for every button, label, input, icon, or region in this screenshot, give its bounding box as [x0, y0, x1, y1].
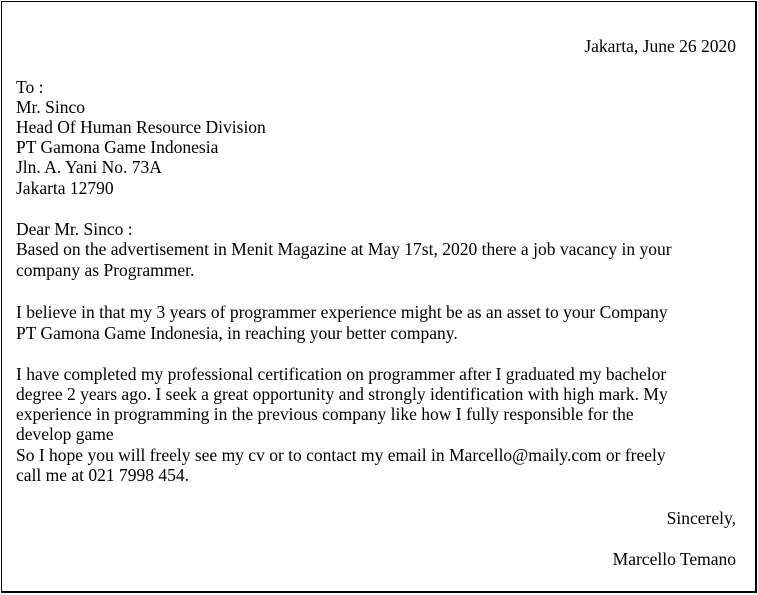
paragraph3-line: develop game	[16, 424, 114, 444]
paragraph2-line: I believe in that my 3 years of programmer experience might be as an asset to your Company	[16, 302, 668, 322]
recipient-city: Jakarta 12790	[16, 178, 114, 198]
paragraph3-line: call me at 021 7998 454.	[16, 465, 190, 485]
paragraph3-line: degree 2 years ago. I seek a great opportunity and strongly identification with high mark. My	[16, 384, 668, 404]
signature-name: Marcello Temano	[612, 549, 736, 569]
recipient-name: Mr. Sinco	[16, 97, 86, 117]
recipient-title: Head Of Human Resource Division	[16, 117, 266, 137]
paragraph1-line: Based on the advertisement in Menit Magazine at May 17st, 2020 there a job vacancy in your	[16, 239, 672, 259]
recipient-to-label: To :	[16, 77, 44, 97]
closing: Sincerely,	[666, 508, 736, 528]
paragraph3-line: So I hope you will freely see my cv or to contact my email in Marcello@maily.com or freely	[16, 445, 666, 465]
paragraph3-line: experience in programming in the previous company like how I fully responsible for the	[16, 404, 634, 424]
recipient-street: Jln. A. Yani No. 73A	[16, 157, 162, 177]
recipient-company: PT Gamona Game Indonesia	[16, 137, 219, 157]
paragraph3-line: I have completed my professional certification on programmer after I graduated my bachelor	[16, 364, 667, 384]
paragraph1-line: company as Programmer.	[16, 260, 195, 280]
place-date: Jakarta, June 26 2020	[584, 36, 736, 56]
salutation: Dear Mr. Sinco :	[16, 219, 133, 239]
letter-page	[1, 1, 757, 593]
paragraph2-line: PT Gamona Game Indonesia, in reaching your better company.	[16, 323, 458, 343]
